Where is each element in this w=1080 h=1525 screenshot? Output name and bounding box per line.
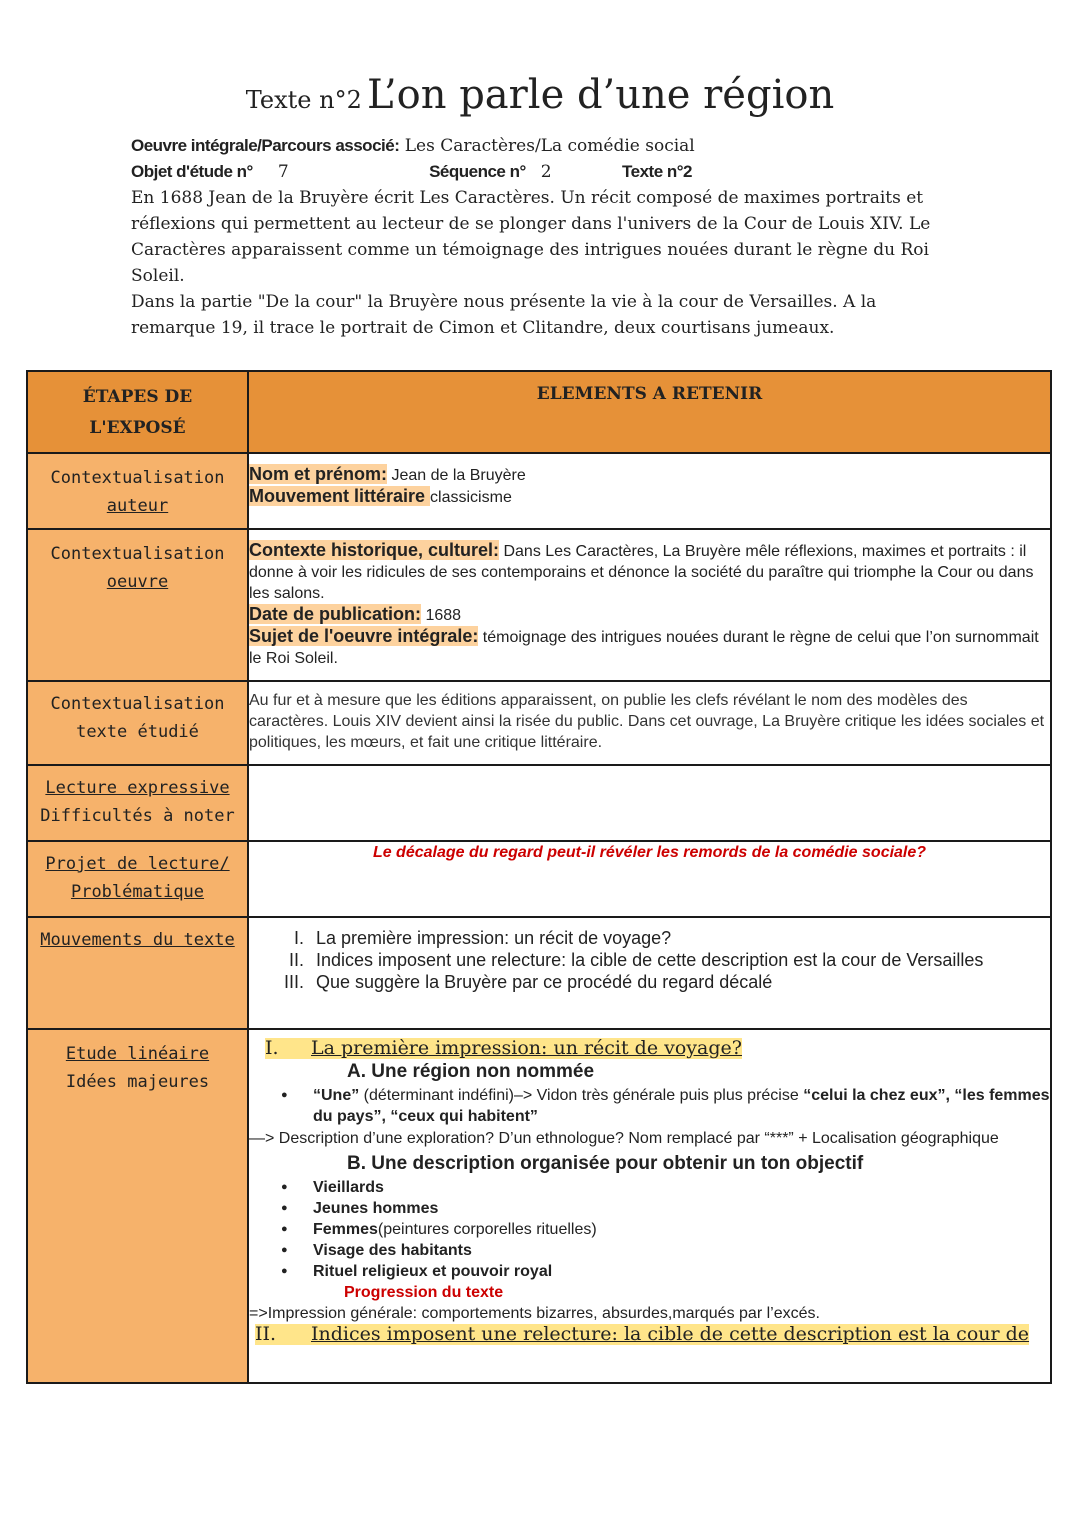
row-label-line: Difficultés à noter	[40, 806, 235, 826]
row-label-etude	[27, 1029, 248, 1383]
row-label-projet	[27, 841, 248, 917]
row-content-auteur	[248, 453, 1051, 529]
expose-table	[26, 370, 1052, 1384]
impression-note: =>Impression générale: comportements bizarres, absurdes,marqués par l’excés.	[249, 1305, 820, 1322]
title-prefix: Texte n°2	[245, 86, 362, 114]
intro-paragraph-1: En 1688 Jean de la Bruyère écrit Les Caractères. Un récit composé de maximes portraits et réflexions qui permettent au lecteur de se plonger dans l'univers de la Cour de Louis XIV. Le Caractères apparaissent comme un témoignage des intrigues nouées durant le règne du Roi Soleil.	[131, 188, 931, 286]
bullet-bold: Rituel religieux et pouvoir royal	[313, 1263, 553, 1280]
oeuvre-label: Oeuvre intégrale/Parcours associé:	[131, 136, 400, 155]
row-label-lecture	[27, 765, 248, 841]
row-label-line: Mouvements du texte	[40, 930, 235, 950]
bullet-bold: Visage des habitants	[313, 1242, 472, 1259]
section-title: Indices imposent une relecture: la cible de cette description est la cour de	[311, 1323, 1030, 1345]
progression-label: Progression du texte	[344, 1284, 504, 1301]
field-label: Nom et prénom:	[249, 464, 388, 484]
bullet-list-a	[249, 1085, 1050, 1127]
row-label-line: Contextualisation	[50, 544, 225, 564]
row-label-line: Contextualisation	[50, 694, 225, 714]
list-item	[313, 1198, 1050, 1219]
item-text: Que suggère la Bruyère par ce procédé du regard décalé	[316, 972, 773, 992]
header-etapes	[27, 371, 248, 453]
list-item	[313, 1177, 1050, 1198]
row-content-etude	[248, 1029, 1051, 1383]
table-row	[27, 453, 1051, 529]
row-label-line: Problématique	[70, 882, 205, 902]
bullet-bold: Jeunes hommes	[313, 1200, 439, 1217]
page-title	[0, 72, 1080, 118]
table-header-row	[27, 371, 1051, 453]
row-label-auteur	[27, 453, 248, 529]
field-value: Jean de la Bruyère	[387, 467, 526, 484]
item-number: II.	[288, 950, 304, 970]
row-label-line: oeuvre	[106, 572, 169, 592]
table-row	[27, 917, 1051, 1029]
list-item	[313, 1240, 1050, 1261]
section-number: I.	[265, 1037, 279, 1059]
row-label-oeuvre	[27, 529, 248, 681]
mouvements-list	[249, 927, 1050, 993]
row-content-mouvements	[248, 917, 1051, 1029]
list-item	[313, 1219, 1050, 1240]
field-value: témoignage des intrigues nouées durant le règne de celui que l’on surnommait le Roi Soleil.	[249, 629, 1039, 667]
objet-value: 7	[277, 162, 289, 182]
section-heading	[249, 1324, 1050, 1345]
row-label-line: Lecture expressive	[45, 778, 230, 798]
bullet-bold: Vieillards	[313, 1179, 384, 1196]
sequence-value: 2	[540, 162, 552, 182]
item-text: Indices imposent une relecture: la cible de cette description est la cour de Versailles	[316, 950, 984, 970]
arrow-note: —> Description d’une exploration? D’un ethnologue? Nom remplacé par “***” + Localisation géographique	[249, 1130, 999, 1147]
row-label-line: Idées majeures	[65, 1072, 210, 1092]
item-number: III.	[283, 972, 304, 992]
bullet-bold: Femmes	[313, 1221, 378, 1238]
table-row	[27, 841, 1051, 917]
subheading-a: A. Une région non nommée	[347, 1061, 595, 1082]
table-row	[27, 1029, 1051, 1383]
sequence-label: Séquence n°	[429, 162, 526, 181]
field-label: Contexte historique, culturel:	[249, 540, 500, 560]
oeuvre-value: Les Caractères/La comédie social	[404, 136, 695, 156]
section-number: II.	[255, 1323, 277, 1345]
table-row	[27, 765, 1051, 841]
row-label-line: auteur	[106, 496, 169, 516]
header-elements: ELEMENTS A RETENIR	[248, 371, 1051, 453]
field-label: Mouvement littéraire	[249, 486, 431, 506]
field-value: Dans Les Caractères, La Bruyère mêle réflexions, maximes et portraits : il donne à voir les ridicules de ses contemporains et dénonce la société du paraître qui triomphe la Cour ou dans les salons.	[249, 543, 1034, 602]
row-label-line: Projet de lecture/	[45, 854, 230, 874]
field-label: Date de publication:	[249, 604, 422, 624]
problematique-text: Le décalage du regard peut-il révéler les remords de la comédie sociale?	[248, 841, 1051, 917]
list-item	[249, 971, 1050, 993]
objet-label: Objet d'étude n°	[131, 162, 253, 181]
bullet-bold: “Une”	[313, 1087, 360, 1104]
table-row	[27, 529, 1051, 681]
intro-block	[131, 133, 951, 341]
row-label-line: Etude linéaire	[65, 1044, 210, 1064]
field-value: classicisme	[430, 489, 512, 506]
list-item	[313, 1261, 1050, 1282]
list-item	[249, 949, 1050, 971]
row-label-line: texte étudié	[76, 722, 199, 742]
row-content-lecture	[248, 765, 1051, 841]
bullet-text: (déterminant indéfini)–> Vidon très générale puis plus précise	[359, 1087, 804, 1104]
section-heading	[249, 1038, 1050, 1059]
field-value: 1688	[421, 607, 462, 624]
field-label: Sujet de l'oeuvre intégrale:	[249, 626, 479, 646]
table-row	[27, 681, 1051, 765]
row-content-texte: Au fur et à mesure que les éditions apparaissent, on publie les clefs révélant le nom des modèles des caractères. Louis XIV devient ainsi la risée du public. Dans cet ouvrage, La Bruyère critique les idées sociales et politiques, les mœurs, et fait une critique littéraire.	[248, 681, 1051, 765]
list-item	[249, 927, 1050, 949]
subheading-b: B. Une description organisée pour obtenir un ton objectif	[347, 1153, 864, 1174]
header-etapes-line1: ÉTAPES DE	[82, 387, 193, 407]
row-content-oeuvre	[248, 529, 1051, 681]
header-etapes-line2: L'EXPOSÉ	[89, 418, 186, 438]
row-label-texte	[27, 681, 248, 765]
objet-line	[131, 159, 951, 185]
row-label-line: Contextualisation	[50, 468, 225, 488]
intro-paragraph-2: Dans la partie "De la cour" la Bruyère nous présente la vie à la cour de Versailles. A la remarque 19, il trace le portrait de Cimon et Clitandre, deux courtisans jumeaux.	[131, 292, 877, 338]
texte-label: Texte n°2	[622, 162, 693, 181]
section-title: La première impression: un récit de voyage?	[311, 1037, 742, 1059]
list-item	[313, 1085, 1050, 1127]
item-text: La première impression: un récit de voyage?	[316, 928, 672, 948]
item-number: I.	[293, 928, 304, 948]
oeuvre-line	[131, 133, 951, 159]
bullet-text: (peintures corporelles rituelles)	[377, 1221, 597, 1238]
bullet-bold: “celui la chez eux”, “les femmes du pays”, “ceux qui habitent”	[313, 1087, 1050, 1125]
row-label-mouvements	[27, 917, 248, 1029]
bullet-list-b	[249, 1177, 1050, 1282]
title-main: L’on parle d’une région	[366, 72, 835, 118]
